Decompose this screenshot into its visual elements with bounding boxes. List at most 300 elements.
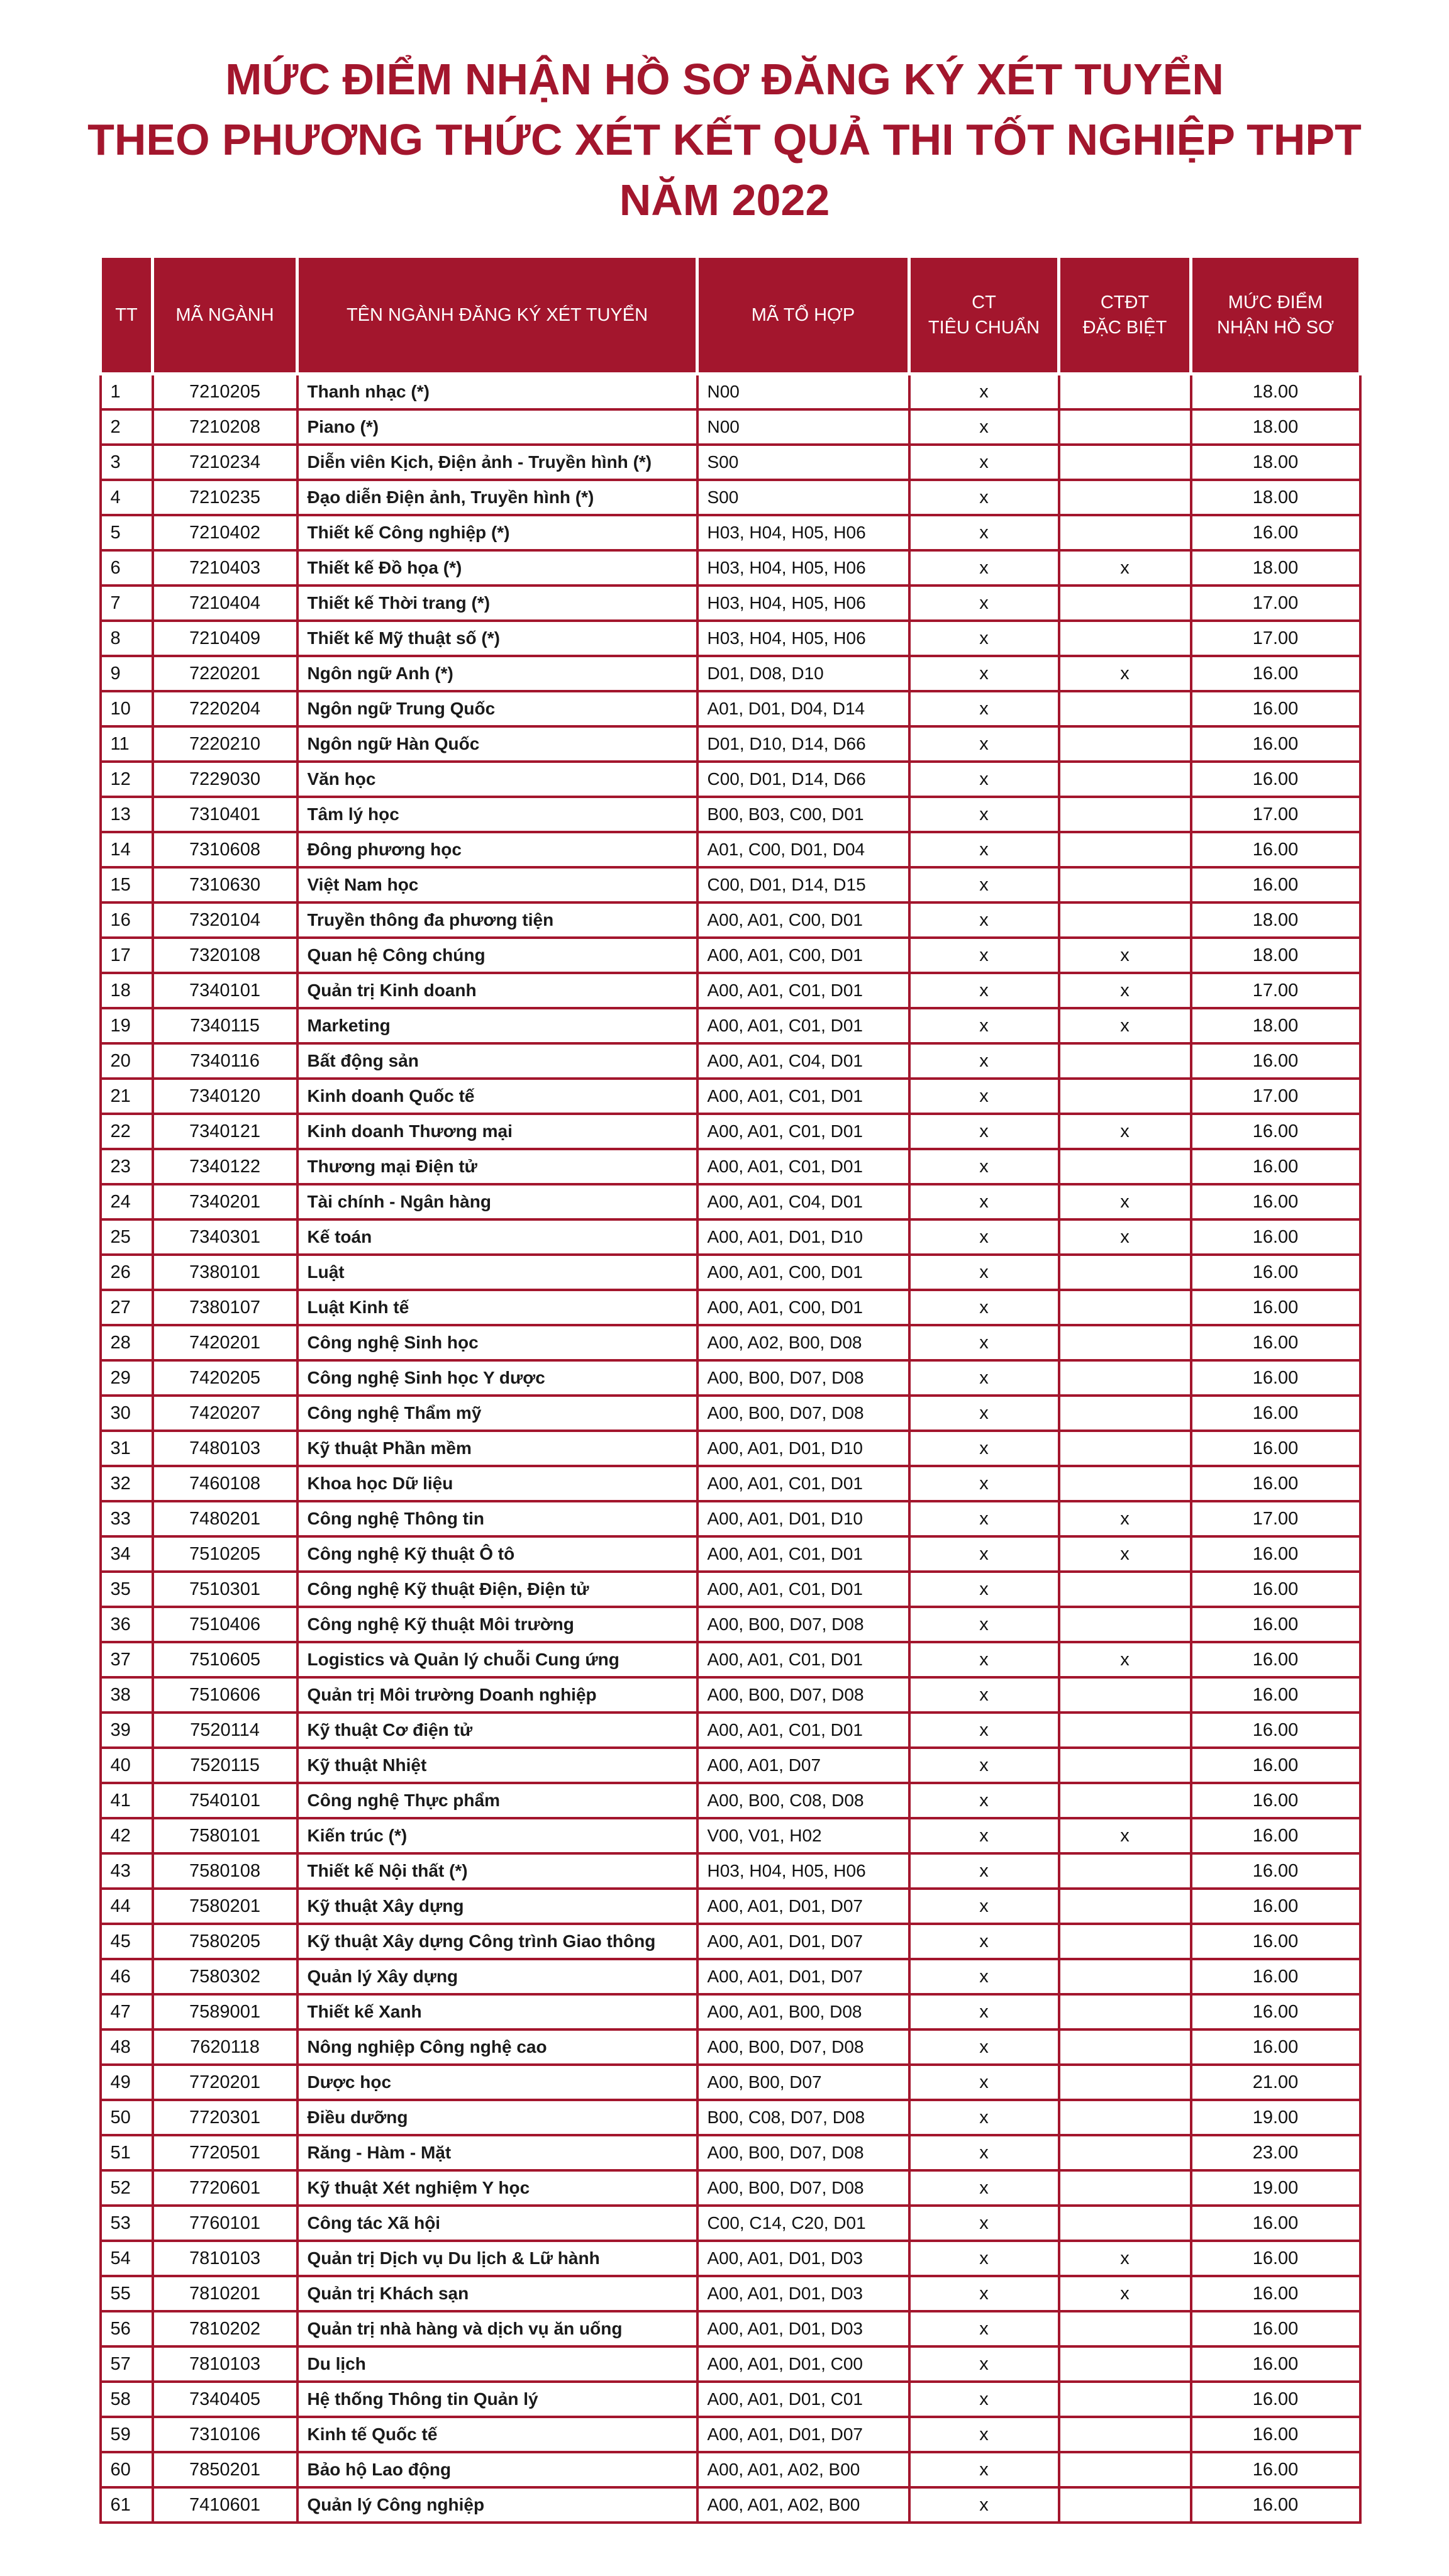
title-line-3: NĂM 2022 bbox=[619, 175, 830, 225]
cell-tt: 15 bbox=[101, 867, 153, 902]
cell-special: x bbox=[1059, 973, 1191, 1008]
cell-combo: A00, A01, C01, D01 bbox=[697, 1642, 909, 1677]
cell-score: 16.00 bbox=[1191, 1572, 1360, 1607]
cell-standard: x bbox=[909, 2382, 1059, 2417]
cell-code: 7520114 bbox=[153, 1713, 297, 1748]
cell-tt: 35 bbox=[101, 1572, 153, 1607]
cell-special bbox=[1059, 1713, 1191, 1748]
table-row bbox=[101, 2382, 1360, 2417]
cell-combo: A00, A01, C01, D01 bbox=[697, 1008, 909, 1043]
cell-combo: A00, A01, D01, D10 bbox=[697, 1219, 909, 1255]
cell-combo: C00, C14, C20, D01 bbox=[697, 2206, 909, 2241]
cell-name: Kế toán bbox=[297, 1219, 697, 1255]
cell-score: 19.00 bbox=[1191, 2100, 1360, 2135]
cell-tt: 56 bbox=[101, 2311, 153, 2346]
table-row bbox=[101, 2065, 1360, 2100]
table-row bbox=[101, 2452, 1360, 2487]
cell-special bbox=[1059, 2135, 1191, 2170]
cell-name: Tâm lý học bbox=[297, 797, 697, 832]
cell-special bbox=[1059, 902, 1191, 938]
cell-code: 7380101 bbox=[153, 1255, 297, 1290]
header-special: CTĐT ĐẶC BIỆT bbox=[1059, 257, 1191, 374]
cell-score: 16.00 bbox=[1191, 1184, 1360, 1219]
table-row bbox=[101, 2417, 1360, 2452]
cell-name: Răng - Hàm - Mặt bbox=[297, 2135, 697, 2170]
cell-combo: A00, A01, C01, D01 bbox=[697, 1114, 909, 1149]
cell-name: Công nghệ Thực phẩm bbox=[297, 1783, 697, 1818]
cell-score: 18.00 bbox=[1191, 409, 1360, 445]
cell-combo: A00, B00, D07, D08 bbox=[697, 2170, 909, 2206]
cell-code: 7720301 bbox=[153, 2100, 297, 2135]
cell-combo: D01, D10, D14, D66 bbox=[697, 726, 909, 762]
cell-special bbox=[1059, 797, 1191, 832]
cell-tt: 25 bbox=[101, 1219, 153, 1255]
cell-standard: x bbox=[909, 1924, 1059, 1959]
cell-tt: 34 bbox=[101, 1536, 153, 1572]
cell-score: 16.00 bbox=[1191, 1360, 1360, 1396]
cell-standard: x bbox=[909, 2311, 1059, 2346]
table-row bbox=[101, 902, 1360, 938]
cell-name: Thiết kế Thời trang (*) bbox=[297, 586, 697, 621]
cell-standard: x bbox=[909, 1466, 1059, 1501]
cell-tt: 55 bbox=[101, 2276, 153, 2311]
cell-code: 7210234 bbox=[153, 445, 297, 480]
cell-name: Công nghệ Thẩm mỹ bbox=[297, 1396, 697, 1431]
table-row bbox=[101, 445, 1360, 480]
cell-score: 16.00 bbox=[1191, 1290, 1360, 1325]
cell-special bbox=[1059, 621, 1191, 656]
cell-special: x bbox=[1059, 2241, 1191, 2276]
cell-tt: 42 bbox=[101, 1818, 153, 1853]
cell-standard: x bbox=[909, 445, 1059, 480]
cell-combo: A00, A01, C04, D01 bbox=[697, 1043, 909, 1079]
cell-code: 7340120 bbox=[153, 1079, 297, 1114]
cell-score: 16.00 bbox=[1191, 691, 1360, 726]
cell-score: 16.00 bbox=[1191, 1818, 1360, 1853]
cell-special bbox=[1059, 726, 1191, 762]
cell-standard: x bbox=[909, 2170, 1059, 2206]
cell-combo: H03, H04, H05, H06 bbox=[697, 515, 909, 550]
cell-combo: S00 bbox=[697, 445, 909, 480]
cell-tt: 16 bbox=[101, 902, 153, 938]
cell-tt: 6 bbox=[101, 550, 153, 586]
cell-combo: N00 bbox=[697, 409, 909, 445]
cell-special bbox=[1059, 1748, 1191, 1783]
table-row bbox=[101, 2135, 1360, 2170]
table-row bbox=[101, 1396, 1360, 1431]
cell-tt: 45 bbox=[101, 1924, 153, 1959]
cell-code: 7340121 bbox=[153, 1114, 297, 1149]
cell-tt: 23 bbox=[101, 1149, 153, 1184]
cell-code: 7510606 bbox=[153, 1677, 297, 1713]
cell-name: Bảo hộ Lao động bbox=[297, 2452, 697, 2487]
cell-tt: 26 bbox=[101, 1255, 153, 1290]
cell-score: 19.00 bbox=[1191, 2170, 1360, 2206]
table-row bbox=[101, 973, 1360, 1008]
table-row bbox=[101, 1994, 1360, 2029]
cell-combo: A00, B00, D07, D08 bbox=[697, 1396, 909, 1431]
cell-standard: x bbox=[909, 1396, 1059, 1431]
cell-tt: 9 bbox=[101, 656, 153, 691]
cell-code: 7620118 bbox=[153, 2029, 297, 2065]
cell-code: 7210205 bbox=[153, 374, 297, 410]
cell-tt: 3 bbox=[101, 445, 153, 480]
cell-combo: C00, D01, D14, D66 bbox=[697, 762, 909, 797]
cell-score: 16.00 bbox=[1191, 1642, 1360, 1677]
cell-code: 7810201 bbox=[153, 2276, 297, 2311]
cell-combo: A00, B00, D07, D08 bbox=[697, 1607, 909, 1642]
cell-special: x bbox=[1059, 1008, 1191, 1043]
cell-combo: H03, H04, H05, H06 bbox=[697, 621, 909, 656]
cell-score: 16.00 bbox=[1191, 1255, 1360, 1290]
cell-tt: 20 bbox=[101, 1043, 153, 1079]
cell-name: Việt Nam học bbox=[297, 867, 697, 902]
header-name: TÊN NGÀNH ĐĂNG KÝ XÉT TUYỂN bbox=[297, 257, 697, 374]
cell-tt: 33 bbox=[101, 1501, 153, 1536]
cell-name: Thiết kế Mỹ thuật số (*) bbox=[297, 621, 697, 656]
cell-code: 7480201 bbox=[153, 1501, 297, 1536]
table-row bbox=[101, 2029, 1360, 2065]
cell-score: 16.00 bbox=[1191, 1396, 1360, 1431]
cell-special bbox=[1059, 762, 1191, 797]
cell-code: 7810202 bbox=[153, 2311, 297, 2346]
cell-standard: x bbox=[909, 2276, 1059, 2311]
cell-special bbox=[1059, 2487, 1191, 2523]
cell-tt: 59 bbox=[101, 2417, 153, 2452]
cell-tt: 47 bbox=[101, 1994, 153, 2029]
cell-standard: x bbox=[909, 1501, 1059, 1536]
cell-tt: 61 bbox=[101, 2487, 153, 2523]
cell-code: 7220201 bbox=[153, 656, 297, 691]
cell-score: 16.00 bbox=[1191, 1149, 1360, 1184]
cell-name: Thiết kế Đồ họa (*) bbox=[297, 550, 697, 586]
cell-tt: 14 bbox=[101, 832, 153, 867]
cell-code: 7310401 bbox=[153, 797, 297, 832]
table-row bbox=[101, 2276, 1360, 2311]
cell-tt: 27 bbox=[101, 1290, 153, 1325]
cell-special: x bbox=[1059, 938, 1191, 973]
table-row bbox=[101, 1360, 1360, 1396]
cell-combo: S00 bbox=[697, 480, 909, 515]
cell-tt: 60 bbox=[101, 2452, 153, 2487]
cell-code: 7810103 bbox=[153, 2346, 297, 2382]
table-row bbox=[101, 1501, 1360, 1536]
cell-combo: A00, A01, C00, D01 bbox=[697, 1290, 909, 1325]
cell-tt: 30 bbox=[101, 1396, 153, 1431]
cell-code: 7340405 bbox=[153, 2382, 297, 2417]
cell-combo: D01, D08, D10 bbox=[697, 656, 909, 691]
table-row bbox=[101, 1853, 1360, 1889]
cell-combo: C00, D01, D14, D15 bbox=[697, 867, 909, 902]
table-row bbox=[101, 1255, 1360, 1290]
cell-name: Quản lý Công nghiệp bbox=[297, 2487, 697, 2523]
cell-combo: A00, A01, C01, D01 bbox=[697, 1466, 909, 1501]
table-row bbox=[101, 409, 1360, 445]
cell-combo: A00, A01, C01, D01 bbox=[697, 973, 909, 1008]
cell-special bbox=[1059, 1889, 1191, 1924]
cell-tt: 19 bbox=[101, 1008, 153, 1043]
table-row bbox=[101, 1783, 1360, 1818]
cell-score: 16.00 bbox=[1191, 2206, 1360, 2241]
cell-special: x bbox=[1059, 1219, 1191, 1255]
cell-code: 7420207 bbox=[153, 1396, 297, 1431]
cell-name: Kỹ thuật Xây dựng Công trình Giao thông bbox=[297, 1924, 697, 1959]
cell-standard: x bbox=[909, 726, 1059, 762]
cell-combo: A00, A01, B00, D08 bbox=[697, 1994, 909, 2029]
cell-code: 7510205 bbox=[153, 1536, 297, 1572]
table-row bbox=[101, 762, 1360, 797]
cell-score: 17.00 bbox=[1191, 586, 1360, 621]
cell-special bbox=[1059, 374, 1191, 410]
cell-name: Diễn viên Kịch, Điện ảnh - Truyền hình (*) bbox=[297, 445, 697, 480]
cell-name: Hệ thống Thông tin Quản lý bbox=[297, 2382, 697, 2417]
cell-standard: x bbox=[909, 2065, 1059, 2100]
cell-name: Luật Kinh tế bbox=[297, 1290, 697, 1325]
cell-name: Logistics và Quản lý chuỗi Cung ứng bbox=[297, 1642, 697, 1677]
table-row bbox=[101, 2241, 1360, 2276]
cell-name: Kinh doanh Thương mại bbox=[297, 1114, 697, 1149]
cell-special bbox=[1059, 1290, 1191, 1325]
cell-special bbox=[1059, 1677, 1191, 1713]
cell-special bbox=[1059, 1325, 1191, 1360]
cell-name: Kỹ thuật Nhiệt bbox=[297, 1748, 697, 1783]
cell-score: 16.00 bbox=[1191, 2276, 1360, 2311]
cell-score: 16.00 bbox=[1191, 2417, 1360, 2452]
cell-special bbox=[1059, 1959, 1191, 1994]
cell-name: Quản trị Kinh doanh bbox=[297, 973, 697, 1008]
cell-score: 16.00 bbox=[1191, 1219, 1360, 1255]
cell-combo: H03, H04, H05, H06 bbox=[697, 550, 909, 586]
cell-standard: x bbox=[909, 973, 1059, 1008]
cell-special bbox=[1059, 1994, 1191, 2029]
cell-tt: 39 bbox=[101, 1713, 153, 1748]
cell-standard: x bbox=[909, 1783, 1059, 1818]
table-body bbox=[101, 374, 1360, 2523]
cell-special bbox=[1059, 1043, 1191, 1079]
cell-name: Du lịch bbox=[297, 2346, 697, 2382]
cell-score: 16.00 bbox=[1191, 1748, 1360, 1783]
cell-score: 18.00 bbox=[1191, 374, 1360, 410]
cell-combo: A00, A01, C01, D01 bbox=[697, 1572, 909, 1607]
cell-combo: A00, B00, D07 bbox=[697, 2065, 909, 2100]
cell-combo: A00, A01, C00, D01 bbox=[697, 938, 909, 973]
cell-combo: A00, B00, D07, D08 bbox=[697, 1677, 909, 1713]
table-row bbox=[101, 2206, 1360, 2241]
cell-score: 16.00 bbox=[1191, 1043, 1360, 1079]
cell-score: 16.00 bbox=[1191, 2241, 1360, 2276]
cell-name: Kinh tế Quốc tế bbox=[297, 2417, 697, 2452]
cell-special: x bbox=[1059, 1114, 1191, 1149]
cell-name: Luật bbox=[297, 1255, 697, 1290]
cell-special bbox=[1059, 445, 1191, 480]
table-row bbox=[101, 938, 1360, 973]
cell-standard: x bbox=[909, 691, 1059, 726]
cell-tt: 28 bbox=[101, 1325, 153, 1360]
cell-standard: x bbox=[909, 938, 1059, 973]
cell-code: 7720201 bbox=[153, 2065, 297, 2100]
cell-name: Ngôn ngữ Hàn Quốc bbox=[297, 726, 697, 762]
cell-code: 7510301 bbox=[153, 1572, 297, 1607]
cell-standard: x bbox=[909, 1149, 1059, 1184]
cell-special bbox=[1059, 1149, 1191, 1184]
cell-standard: x bbox=[909, 2487, 1059, 2523]
cell-standard: x bbox=[909, 1677, 1059, 1713]
table-row bbox=[101, 1572, 1360, 1607]
cell-score: 16.00 bbox=[1191, 1466, 1360, 1501]
cell-standard: x bbox=[909, 902, 1059, 938]
cell-standard: x bbox=[909, 480, 1059, 515]
table-row bbox=[101, 1889, 1360, 1924]
cell-special: x bbox=[1059, 1642, 1191, 1677]
cell-special: x bbox=[1059, 656, 1191, 691]
cell-score: 16.00 bbox=[1191, 656, 1360, 691]
cell-code: 7220210 bbox=[153, 726, 297, 762]
table-row bbox=[101, 2100, 1360, 2135]
cell-name: Văn học bbox=[297, 762, 697, 797]
cell-combo: A00, A01, D01, C00 bbox=[697, 2346, 909, 2382]
cell-special bbox=[1059, 586, 1191, 621]
table-row bbox=[101, 515, 1360, 550]
cell-tt: 11 bbox=[101, 726, 153, 762]
cell-standard: x bbox=[909, 832, 1059, 867]
cell-standard: x bbox=[909, 374, 1059, 410]
cell-score: 18.00 bbox=[1191, 445, 1360, 480]
cell-code: 7410601 bbox=[153, 2487, 297, 2523]
cell-special bbox=[1059, 2029, 1191, 2065]
cell-standard: x bbox=[909, 515, 1059, 550]
cell-name: Kiến trúc (*) bbox=[297, 1818, 697, 1853]
cell-tt: 38 bbox=[101, 1677, 153, 1713]
cell-name: Marketing bbox=[297, 1008, 697, 1043]
cell-special: x bbox=[1059, 1501, 1191, 1536]
cell-code: 7320108 bbox=[153, 938, 297, 973]
cell-code: 7340115 bbox=[153, 1008, 297, 1043]
cell-special bbox=[1059, 1853, 1191, 1889]
cell-tt: 18 bbox=[101, 973, 153, 1008]
cell-name: Thiết kế Nội thất (*) bbox=[297, 1853, 697, 1889]
cell-standard: x bbox=[909, 1572, 1059, 1607]
table-row bbox=[101, 867, 1360, 902]
table-row bbox=[101, 1466, 1360, 1501]
table-row bbox=[101, 656, 1360, 691]
cell-tt: 5 bbox=[101, 515, 153, 550]
cell-standard: x bbox=[909, 1079, 1059, 1114]
cell-standard: x bbox=[909, 1818, 1059, 1853]
cell-score: 16.00 bbox=[1191, 1713, 1360, 1748]
cell-combo: N00 bbox=[697, 374, 909, 410]
cell-combo: A00, A01, A02, B00 bbox=[697, 2452, 909, 2487]
cell-special bbox=[1059, 409, 1191, 445]
cell-name: Thiết kế Xanh bbox=[297, 1994, 697, 2029]
cell-combo: A00, A01, C04, D01 bbox=[697, 1184, 909, 1219]
cell-code: 7540101 bbox=[153, 1783, 297, 1818]
table-row bbox=[101, 1924, 1360, 1959]
cell-standard: x bbox=[909, 1219, 1059, 1255]
cell-score: 16.00 bbox=[1191, 762, 1360, 797]
table-row bbox=[101, 1748, 1360, 1783]
table-row bbox=[101, 691, 1360, 726]
cell-score: 16.00 bbox=[1191, 1325, 1360, 1360]
cell-combo: A00, A01, C01, D01 bbox=[697, 1713, 909, 1748]
table-row bbox=[101, 1642, 1360, 1677]
cell-standard: x bbox=[909, 2241, 1059, 2276]
cell-tt: 2 bbox=[101, 409, 153, 445]
cell-special bbox=[1059, 2206, 1191, 2241]
cell-special bbox=[1059, 2452, 1191, 2487]
cell-special: x bbox=[1059, 550, 1191, 586]
cell-tt: 40 bbox=[101, 1748, 153, 1783]
header-standard: CT TIÊU CHUẨN bbox=[909, 257, 1059, 374]
cell-name: Thương mại Điện tử bbox=[297, 1149, 697, 1184]
cell-special bbox=[1059, 515, 1191, 550]
cell-name: Công nghệ Kỹ thuật Môi trường bbox=[297, 1607, 697, 1642]
table-row bbox=[101, 1114, 1360, 1149]
cell-standard: x bbox=[909, 2452, 1059, 2487]
cell-score: 16.00 bbox=[1191, 2382, 1360, 2417]
cell-score: 17.00 bbox=[1191, 973, 1360, 1008]
cell-tt: 52 bbox=[101, 2170, 153, 2206]
cell-score: 16.00 bbox=[1191, 1677, 1360, 1713]
cell-name: Khoa học Dữ liệu bbox=[297, 1466, 697, 1501]
cell-tt: 7 bbox=[101, 586, 153, 621]
table-row bbox=[101, 550, 1360, 586]
cell-special bbox=[1059, 1360, 1191, 1396]
table-row bbox=[101, 1536, 1360, 1572]
cell-name: Ngôn ngữ Anh (*) bbox=[297, 656, 697, 691]
cell-combo: A00, B00, D07, D08 bbox=[697, 1360, 909, 1396]
cell-special: x bbox=[1059, 2276, 1191, 2311]
cell-code: 7340122 bbox=[153, 1149, 297, 1184]
cell-tt: 44 bbox=[101, 1889, 153, 1924]
table-row bbox=[101, 2311, 1360, 2346]
cell-code: 7210404 bbox=[153, 586, 297, 621]
cell-code: 7810103 bbox=[153, 2241, 297, 2276]
cell-name: Kỹ thuật Xét nghiệm Y học bbox=[297, 2170, 697, 2206]
cell-special bbox=[1059, 2100, 1191, 2135]
cell-combo: A00, B00, C08, D08 bbox=[697, 1783, 909, 1818]
cell-code: 7229030 bbox=[153, 762, 297, 797]
cell-special bbox=[1059, 1396, 1191, 1431]
cell-name: Đạo diễn Điện ảnh, Truyền hình (*) bbox=[297, 480, 697, 515]
cell-combo: A00, A01, C00, D01 bbox=[697, 902, 909, 938]
cell-score: 18.00 bbox=[1191, 902, 1360, 938]
cell-name: Quản lý Xây dựng bbox=[297, 1959, 697, 1994]
cell-combo: A01, C00, D01, D04 bbox=[697, 832, 909, 867]
table-row bbox=[101, 1184, 1360, 1219]
cell-combo: A00, B00, D07, D08 bbox=[697, 2029, 909, 2065]
cell-code: 7340301 bbox=[153, 1219, 297, 1255]
cell-score: 21.00 bbox=[1191, 2065, 1360, 2100]
cell-name: Bất động sản bbox=[297, 1043, 697, 1079]
table-row bbox=[101, 1325, 1360, 1360]
cell-name: Công nghệ Kỹ thuật Điện, Điện tử bbox=[297, 1572, 697, 1607]
cell-code: 7720601 bbox=[153, 2170, 297, 2206]
cell-special bbox=[1059, 2311, 1191, 2346]
cell-score: 16.00 bbox=[1191, 1994, 1360, 2029]
cell-special: x bbox=[1059, 1818, 1191, 1853]
cell-code: 7580108 bbox=[153, 1853, 297, 1889]
cell-special bbox=[1059, 480, 1191, 515]
cell-name: Công nghệ Sinh học Y dược bbox=[297, 1360, 697, 1396]
cell-code: 7589001 bbox=[153, 1994, 297, 2029]
cell-name: Quản trị Khách sạn bbox=[297, 2276, 697, 2311]
cell-special bbox=[1059, 2417, 1191, 2452]
cell-special bbox=[1059, 1924, 1191, 1959]
cell-code: 7210208 bbox=[153, 409, 297, 445]
cell-tt: 21 bbox=[101, 1079, 153, 1114]
cell-code: 7210409 bbox=[153, 621, 297, 656]
cell-special bbox=[1059, 691, 1191, 726]
